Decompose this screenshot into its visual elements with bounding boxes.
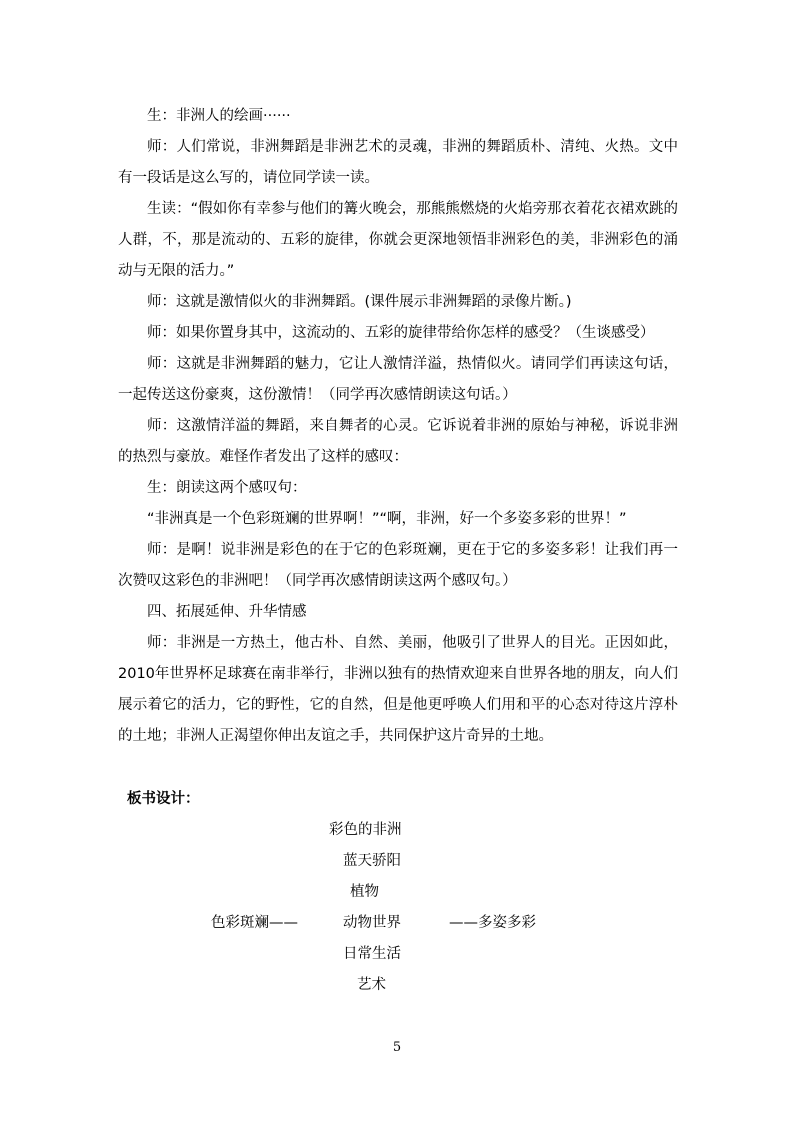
board-design-heading: 板书设计： <box>127 791 200 807</box>
board-item: 植物 <box>350 884 379 900</box>
paragraph-exclamation-quotes: “非洲真是一个色彩斑斓的世界啊！”“啊，非洲，好一个多姿多彩的世界！” <box>147 511 627 527</box>
paragraph-teacher-hot-land: 师：非洲是一方热土，他古朴、自然、美丽，他吸引了世界人的目光。正因如此，2010年世界杯足球赛在南非举行，非洲以独有的热情欢迎来自世界各地的朋友，向人们展示着它的活力，它的野性，它的自然，但是他更呼唤人们用和平的心态对待这片淳朴的土地；非洲人正渴望你伸出友谊之手，共同保护这片奇异的土地。 <box>118 635 678 744</box>
board-right-label: ——多姿多彩 <box>449 915 536 931</box>
board-title: 彩色的非洲 <box>329 822 402 838</box>
paragraph-teacher-dance-intro: 师：人们常说，非洲舞蹈是非洲艺术的灵魂，非洲的舞蹈质朴、清纯、火热。文中有一段话是这么写的，请位同学读一读。 <box>118 139 678 186</box>
page-number: 5 <box>392 1040 402 1055</box>
board-item: 艺术 <box>357 977 386 993</box>
paragraph-student-read-exclamations: 生：朗读这两个感叹句： <box>147 480 307 496</box>
board-item: 日常生活 <box>343 946 401 962</box>
paragraph-student-reading: 生读：“假如你有幸参与他们的篝火晚会，那熊熊燃烧的火焰旁那衣着花衣裙欢跳的人群，不，那是流动的、五彩的旋律，你就会更深地领悟非洲彩色的美，非洲彩色的涌动与无限的活力。” <box>118 201 678 279</box>
paragraph-teacher-dance-video: 师：这就是激情似火的非洲舞蹈。(课件展示非洲舞蹈的录像片断。) <box>147 294 572 310</box>
paragraph-teacher-soul: 师：这激情洋溢的舞蹈，来自舞者的心灵。它诉说着非洲的原始与神秘，诉说非洲的热烈与豪放。难怪作者发出了这样的感叹： <box>118 418 678 465</box>
paragraph-teacher-colorful: 师：是啊！说非洲是彩色的在于它的色彩斑斓，更在于它的多姿多彩！让我们再一次赞叹这彩色的非洲吧！（同学再次感情朗读这两个感叹句。） <box>118 542 678 589</box>
board-item: 动物世界 <box>343 915 401 931</box>
paragraph-student-painting: 生：非洲人的绘画······ <box>147 108 291 124</box>
board-item: 蓝天骄阳 <box>343 853 401 869</box>
paragraph-teacher-charm: 师：这就是非洲舞蹈的魅力，它让人激情洋溢，热情似火。请同学们再读这句话，一起传送这份豪爽，这份激情！（同学再次感情朗读这句话。） <box>118 356 678 403</box>
board-left-label: 色彩斑斓—— <box>211 915 298 931</box>
section-heading-extension: 四、拓展延伸、升华情感 <box>147 604 307 620</box>
paragraph-teacher-question: 师：如果你置身其中，这流动的、五彩的旋律带给你怎样的感受？（生谈感受） <box>147 325 655 341</box>
